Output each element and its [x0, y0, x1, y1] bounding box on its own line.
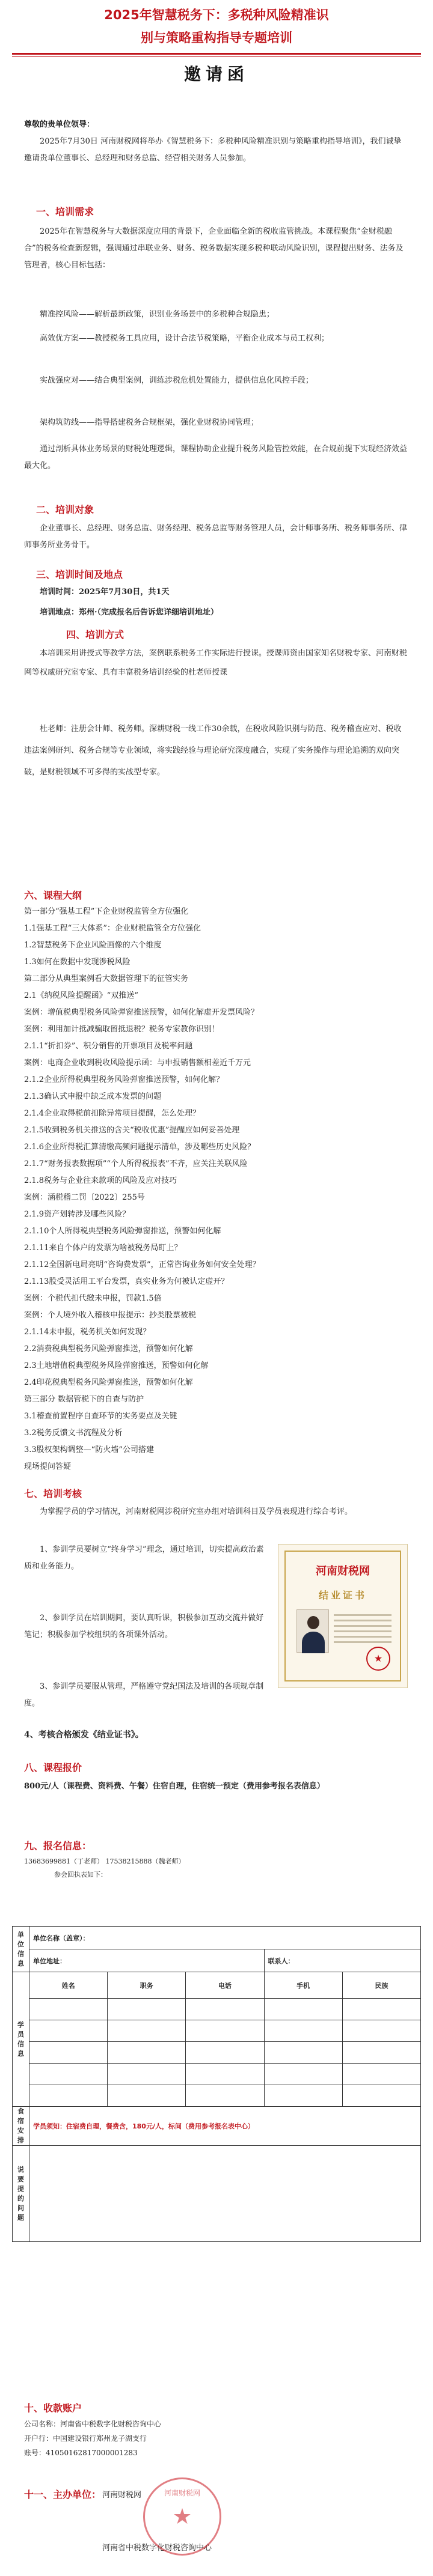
form-cell[interactable] — [342, 2020, 420, 2042]
training-place: 培训地点：郑州·（完成报名后告诉您详细培训地址） — [40, 608, 219, 617]
organizer-1: 河南财税网 — [102, 2491, 142, 2500]
account-number: 账号：41050162817000001283 — [24, 2449, 138, 2457]
certificate-title: 结业证书 — [318, 1590, 367, 1601]
outline-line: 1.3如何在数据中发现涉税风险 — [24, 958, 131, 967]
form-cell[interactable] — [342, 1999, 420, 2020]
outline-line: 2.1《纳税风险提醒函》“双推送” — [24, 991, 138, 1000]
title-divider — [12, 53, 421, 55]
title-divider-thin — [12, 56, 421, 57]
outline-line: 2.1.10个人所得税典型税务风险弹窗推送，预警如何化解 — [24, 1227, 221, 1236]
outline-line: 案例：个税代扣代缴未申报，罚款1.5倍 — [24, 1294, 162, 1303]
organizer-2: 河南省中税数字化财税咨询中心 — [102, 2544, 212, 2553]
certificate-logo: 河南财税网 — [316, 1565, 370, 1578]
form-cell[interactable] — [342, 2064, 420, 2085]
unit-address-field[interactable]: 单位地址： — [29, 1949, 265, 1972]
outline-line: 2.1.3确认式申报中缺乏成本发票的问题 — [24, 1092, 162, 1101]
outline-line: 2.1.11来自个体户的发票为啥被税务局盯上？ — [24, 1244, 182, 1253]
official-seal-icon — [143, 2477, 221, 2556]
form-cell[interactable] — [186, 2020, 264, 2042]
assessment-rule: 3、参训学员要服从管理，严格遵守党纪国法及培训的各项规章制度。 — [24, 1682, 264, 1708]
column-name: 姓名 — [29, 1972, 108, 1999]
outline-line: 2.1.7“财务报表数据项”“个人所得税报表”不齐，应关注关联风险 — [24, 1159, 248, 1168]
certificate-note: 4、考核合格颁发《结业证书》。 — [24, 1730, 144, 1740]
intro-paragraph: 2025年7月30日 河南财税网将举办《智慧税务下：多税种风险精准识别与策略重构指导培训》，我们诚挚邀请贵单位董事长、总经理和财务总监、经营相关财务人员参加。 — [24, 137, 402, 163]
section-2-heading: 二、培训对象 — [36, 504, 94, 515]
outline-line: 第一部分“强基工程”下企业财税监管全方位强化 — [24, 907, 189, 916]
outline-line: 3.2税务反馈文书流程及分析 — [24, 1429, 123, 1438]
outline-line: 第三部分 数据管税下的自查与防护 — [24, 1395, 144, 1404]
outline-line: 2.1.6企业所得税汇算清缴高频问题提示清单，涉及哪些历史风险？ — [24, 1143, 256, 1152]
outline-line: 2.1.1“折扣券”、积分销售的开票项目及税率问题 — [24, 1042, 193, 1051]
teacher-bio: 杜老师：注册会计师、税务师。深耕财税一线工作30余载，在税收风险识别与防范、税务稽查应对、税收违法案例研判、税务合规等专业领域，将实践经验与理论研究深度融合，实现了实务操作与理论追溯的双向突破，是财税领域不可多得的实战型专家。 — [24, 724, 402, 777]
outline-line: 第二部分从典型案例看大数据管理下的征管实务 — [24, 974, 189, 983]
column-job: 职务 — [108, 1972, 186, 1999]
account-bank: 开户行：中国建设银行郑州龙子湖支行 — [24, 2434, 147, 2443]
outline-line: 2.4印花税典型税务风险弹窗推送，预警如何化解 — [24, 1378, 193, 1387]
assessment-rule: 2、参训学员在培训期间，要认真听课，积极参加互动交流并做好笔记；积极参加学校组织的各项课外活动。 — [24, 1614, 264, 1639]
form-cell[interactable] — [29, 2064, 108, 2085]
section-4-paragraph: 本培训采用讲授式等教学方法，案例联系税务工作实际进行授课。授课师资由国家知名财税专家、河南财税网等权威研究室专家、具有丰富税务培训经验的杜老师授课 — [24, 649, 408, 677]
contact-field[interactable]: 联系人： — [264, 1949, 420, 1972]
form-cell[interactable] — [29, 1999, 108, 2020]
column-phone: 电话 — [186, 1972, 264, 1999]
outline-line: 2.1.14未申报，税务机关如何发现？ — [24, 1328, 151, 1337]
form-note: 参会回执表如下： — [54, 1871, 107, 1879]
section-11-heading: 十一、主办单位： — [24, 2489, 102, 2500]
form-cell[interactable] — [29, 2020, 108, 2042]
course-price: 800元/人（课程费、资料费、午餐）住宿自理，住宿统一预定（费用参考报名表信息） — [24, 1782, 325, 1791]
student-info-label: 学员信息 — [13, 1972, 29, 2107]
certificate-text-lines — [334, 1611, 392, 1653]
outline-line: 案例：利用加计抵减骗取留抵退税？税务专家教你识别！ — [24, 1025, 220, 1034]
column-mobile: 手机 — [264, 1972, 342, 1999]
section-2-text: 企业董事长、总经理、财务总监、财务经理、税务总监等财务管理人员，会计师事务所、税务师事务所、律师事务所业务骨干。 — [24, 524, 408, 550]
form-cell[interactable] — [108, 1999, 186, 2020]
section-9-heading: 九、报名信息： — [24, 1840, 92, 1852]
form-cell[interactable] — [108, 2085, 186, 2107]
form-cell[interactable] — [29, 2042, 108, 2064]
unit-info-label: 单位信息 — [13, 1927, 29, 1972]
form-cell[interactable] — [108, 2020, 186, 2042]
greeting: 尊敬的贵单位领导： — [24, 120, 95, 129]
outline-line: 2.1.4企业取得税前扣除异常项目提醒，怎么处理？ — [24, 1109, 201, 1118]
assessment-intro: 为掌握学员的学习情况，河南财税网涉税研究室办组对培训科目及学员表现进行综合考评。 — [40, 1507, 353, 1516]
form-cell[interactable] — [108, 2042, 186, 2064]
outline-line: 2.1.8税务与企业往来款项的风险及应对技巧 — [24, 1176, 177, 1185]
certificate-frame — [284, 1551, 401, 1681]
account-company: 公司名称：河南省中税数字化财税咨询中心 — [24, 2420, 162, 2428]
section-4-heading: 四、培训方式 — [66, 629, 124, 640]
outline-line: 案例：涵税稽二罚〔2022〕255号 — [24, 1193, 145, 1202]
outline-line: 3.1稽查前置程序自查环节的实务要点及关键 — [24, 1412, 177, 1421]
outline-line: 1.1强基工程“三大体系”：企业财税监管全方位强化 — [24, 924, 201, 933]
outline-line: 2.1.5收到税务机关推送的含关“税收优惠”提醒应如何妥善处理 — [24, 1126, 240, 1135]
outline-line: 案例：个人境外收入稽核申报提示：抄类股票被税 — [24, 1311, 197, 1320]
outline-line: 2.1.2企业所得税典型税务风险弹窗推送预警，如何化解？ — [24, 1075, 224, 1084]
lodging-label: 食宿安排 — [13, 2107, 29, 2146]
form-cell[interactable] — [186, 1999, 264, 2020]
section-8-heading: 八、课程报价 — [24, 1762, 82, 1773]
seal-star-icon: ★ — [172, 2505, 192, 2529]
outline-line: 1.2智慧税务下企业风险画像的六个维度 — [24, 941, 162, 950]
outline-line: 2.1.13股受灵活用工平台发票，真实业务为何被认定虚开？ — [24, 1277, 229, 1286]
assessment-rule: 1、参训学员要树立“终身学习”理念，通过培训，切实提高政治素质和业务能力。 — [24, 1545, 264, 1571]
form-cell[interactable] — [264, 2085, 342, 2107]
title-line-2: 别与策略重构指导专题培训 — [141, 31, 292, 45]
form-cell[interactable] — [29, 2085, 108, 2107]
section-1-item: 精准控风险——解析最新政策，识别业务场景中的多税种合规隐患； — [40, 310, 275, 319]
lodging-text: 学员须知：住宿费自理，餐费含，180元/人，标间（费用参考报名表中心） — [29, 2107, 421, 2146]
section-1-item: 架构筑防线——指导搭建税务合规框架，强化业财税协同管理； — [40, 418, 259, 427]
remark-label: 说要提的问题 — [13, 2146, 29, 2242]
column-ethnic: 民族 — [342, 1972, 420, 1999]
remark-field[interactable] — [29, 2146, 421, 2242]
outline-line: 案例：电商企业收到税收风险提示函：与申报销售额相差近千万元 — [24, 1059, 251, 1068]
title-line-1: 2025年智慧税务下：多税种风险精准识 — [104, 8, 329, 22]
form-cell[interactable] — [264, 2042, 342, 2064]
form-cell[interactable] — [264, 1999, 342, 2020]
form-cell[interactable] — [186, 2042, 264, 2064]
outline-line: 2.1.12全国新电局亮明“咨询费发票”，正常咨询业务如何安全处理？ — [24, 1260, 260, 1269]
section-1-item: 高效优方案——教授税务工具应用，设计合法节税策略，平衡企业成本与员工权利； — [40, 334, 330, 343]
outline-line: 现场提问答疑 — [24, 1462, 72, 1471]
form-cell[interactable] — [264, 2020, 342, 2042]
form-cell[interactable] — [108, 2064, 186, 2085]
outline-line: 3.3股权架构调整—“防火墙”公司搭建 — [24, 1445, 154, 1454]
outline-line: 2.2消费税典型税务风险弹窗推送，预警如何化解 — [24, 1344, 193, 1353]
section-10-heading: 十、收款账户 — [24, 2402, 82, 2414]
phone-numbers: 13683699881（丁老师） 17538215888（魏老师） — [24, 1858, 185, 1865]
unit-name-field[interactable]: 单位名称（盖章）： — [29, 1927, 421, 1949]
seal-text: 河南财税网 — [164, 2489, 200, 2497]
form-cell[interactable] — [342, 2042, 420, 2064]
section-3-heading: 三、培训时间及地点 — [36, 569, 123, 580]
form-cell[interactable] — [342, 2085, 420, 2107]
section-7-heading: 七、培训考核 — [24, 1488, 82, 1499]
form-cell[interactable] — [264, 2064, 342, 2085]
section-6-heading: 六、课程大纲 — [24, 890, 82, 901]
section-1-heading: 一、培训需求 — [36, 206, 94, 217]
form-cell[interactable] — [186, 2064, 264, 2085]
certificate-seal-icon — [366, 1647, 390, 1671]
section-1-item: 通过剖析具体业务场景的财税处理逻辑，课程协助企业提升税务风险管控效能，在合规前提下实现经济效益最大化。 — [24, 445, 408, 470]
registration-form — [12, 1926, 421, 2242]
outline-line: 2.3土地增值税典型税务风险弹窗推送，预警如何化解 — [24, 1361, 209, 1370]
invitation-heading: 邀请函 — [183, 64, 249, 84]
document-title — [36, 4, 397, 49]
certificate-image — [278, 1544, 408, 1688]
outline-line: 案例：增值税典型税务风险弹窗推送预警，如何化解虚开发票风险？ — [24, 1008, 259, 1017]
form-cell[interactable] — [186, 2085, 264, 2107]
training-time: 培训时间：2025年7月30日，共1天 — [40, 588, 170, 597]
section-1-paragraph: 2025年在智慧税务与大数据深度应用的背景下，企业面临全新的税收监管挑战。本课程聚焦“金财税融合”的税务检查新逻辑，强调通过串联业务、财务、税务数据实现多税种联动风险识别，课程提出财务、法务及管理者，核心目标包括： — [24, 227, 404, 270]
section-1-item: 实战强应对——结合典型案例，训练涉税危机处置能力，提供信息化风控手段； — [40, 376, 314, 385]
outline-line: 2.1.9资产划转涉及哪些风险？ — [24, 1210, 131, 1219]
certificate-photo — [296, 1609, 329, 1653]
